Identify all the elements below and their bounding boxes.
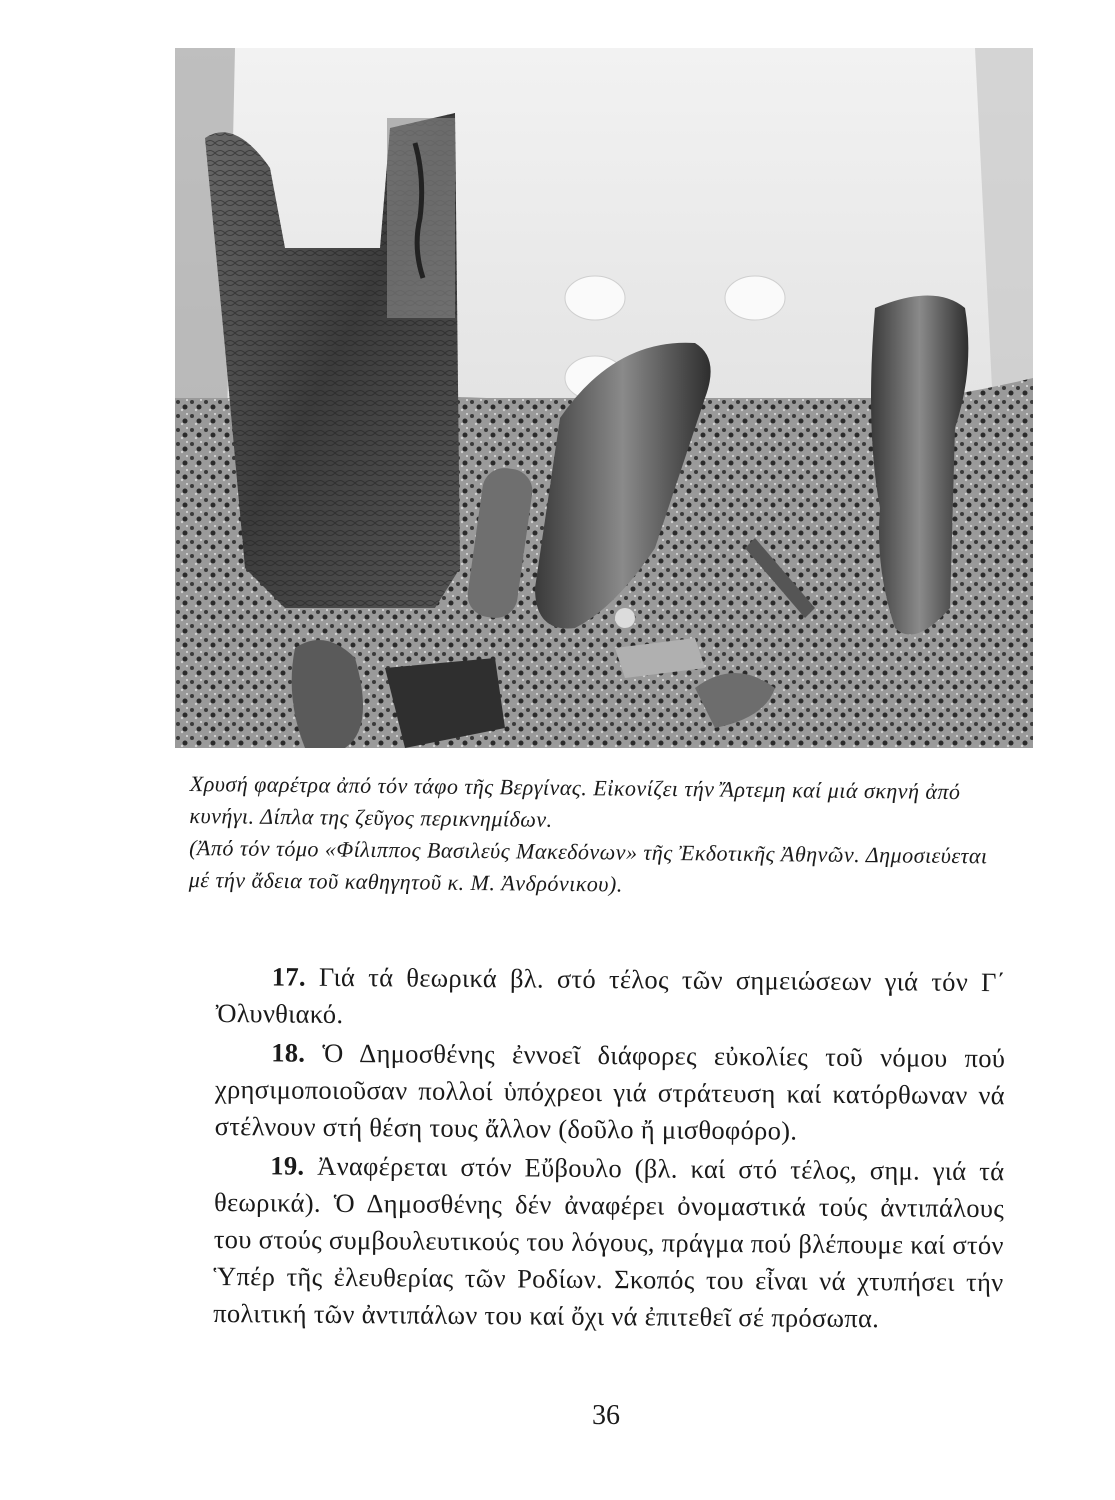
footnote-19 bbox=[213, 1147, 1004, 1338]
footnote-number: 19. bbox=[270, 1150, 305, 1181]
figure-caption bbox=[189, 768, 990, 904]
caption-source: (Ἀπό τόν τόμο «Φίλιππος Βασιλεύς Μακεδόνων» τῆς Ἐκδοτικῆς Ἀθηνῶν. Δημοσιεύεται μέ τήν ἄδεια τοῦ καθηγητοῦ κ. Μ. Ἀνδρόνικου). bbox=[188, 834, 988, 897]
footnote-17 bbox=[215, 958, 1006, 1038]
quiver-photo-image bbox=[175, 48, 1033, 748]
archaeological-photo bbox=[175, 48, 1033, 748]
footnote-number: 18. bbox=[271, 1037, 306, 1068]
footnotes bbox=[213, 958, 1006, 1340]
caption-description: Χρυσή φαρέτρα ἀπό τόν τάφο τῆς Βεργίνας. Εἰκονίζει τήν Ἄρτεμη καί μιά σκηνή ἀπό κυνήγι. Δίπλα της ζεῦγος περικνημίδων. bbox=[189, 770, 961, 832]
footnote-text: Ὁ Δημοσθένης ἐννοεῖ διάφορες εὐκολίες τοῦ νόμου πού χρησιμοποιοῦσαν πολλοί ὑπόχρεοι γιά στράτευση καί κατόρθωναν νά στέλνουν στή θέση τους ἄλλον (δοῦλο ἤ μισθοφόρο). bbox=[214, 1037, 1006, 1146]
page-number: 36 bbox=[592, 1400, 620, 1431]
footnote-18 bbox=[215, 1034, 1006, 1151]
footnote-number: 17. bbox=[271, 961, 307, 992]
footnote-text: Ἀναφέρεται στόν Εὔβουλο (βλ. καί στό τέλος, σημ. γιά τά θεωρικά). Ὁ Δημοσθένης δέν ἀναφέρει ὀνομαστικά τούς ἀντιπάλους του στούς συμβουλευτικούς του λόγους, πράγμα πού βλέπουμε καί στόν Ὑπέρ τῆς ἐλευθερίας τῶν Ροδίων. Σκοπός του εἶναι νά χτυπήσει τήν πολιτική τῶν ἀντιπάλων του καί ὄχι νά ἐπιτεθεῖ σέ πρόσωπα. bbox=[213, 1150, 1005, 1334]
footnote-text: Γιά τά θεωρικά βλ. στό τέλος τῶν σημειώσεων γιά τόν Γ΄ Ὀλυνθιακό. bbox=[215, 961, 1006, 1030]
